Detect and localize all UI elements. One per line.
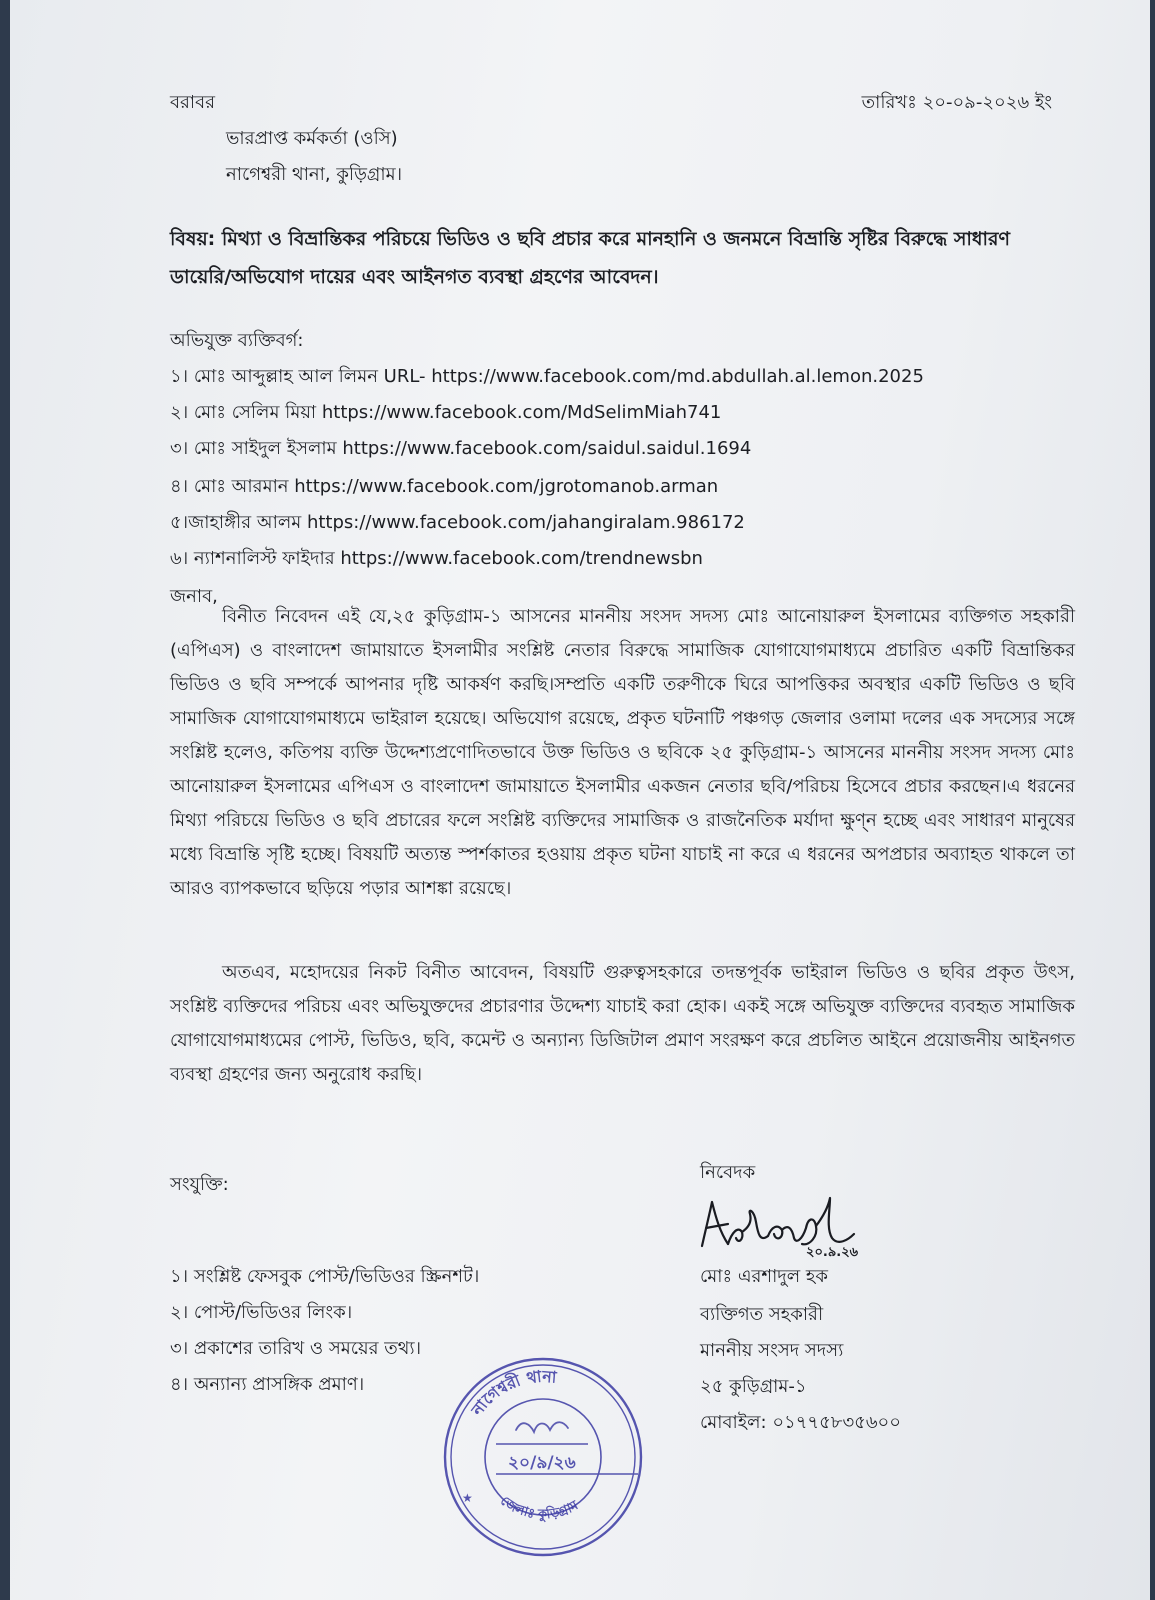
accused-item: ২। মোঃ সেলিম মিয়া https://www.facebook.com/MdSelimMiah741: [170, 402, 722, 423]
attachments-title: সংযুক্তি:: [170, 1174, 229, 1195]
attachment-item: ৩। প্রকাশের তারিখ ও সময়ের তথ্য।: [170, 1338, 422, 1359]
accused-title: অভিযুক্ত ব্যক্তিবর্গ:: [170, 330, 304, 351]
body-paragraph-1: বিনীত নিবেদন এই যে,২৫ কুড়িগ্রাম-১ আসনের মাননীয় সংসদ সদস্য মোঃ আনোয়ারুল ইসলামের ব্যক্তিগত সহকারী (এপিএস) ও বাংলাদেশ জামায়াতে ইসলামীর সংশ্লিষ্ট নেতার বিরুদ্ধে সামাজিক যোগাযোগমাধ্যমে প্রচারিত একটি বিভ্রান্তিকর ভিডিও ও ছবি সম্পর্কে আপনার দৃষ্টি আকর্ষণ করছি।সম্প্রতি একটি তরুণীকে ঘিরে আপত্তিকর অবস্থার একটি ভিডিও ও ছবি সামাজিক যোগাযোগমাধ্যমে ভাইরাল হয়েছে। অভিযোগ রয়েছে, প্রকৃত ঘটনাটি পঞ্চগড় জেলার ওলামা দলের এক সদস্যের সঙ্গে সংশ্লিষ্ট হলেও, কতিপয় ব্যক্তি উদ্দেশ্যপ্রণোদিতভাবে উক্ত ভিডিও ও ছবিকে ২৫ কুড়িগ্রাম-১ আসনের মাননীয় সংসদ সদস্য মোঃ আনোয়ারুল ইসলামের এপিএস ও বাংলাদেশ জামায়াতে ইসলামীর একজন নেতার ছবি/পরিচয় হিসেবে প্রচার করছেন।এ ধরনের মিথ্যা পরিচয়ে ভিডিও ও ছবি প্রচারের ফলে সংশ্লিষ্ট ব্যক্তিদের সামাজিক ও রাজনৈতিক মর্যাদা ক্ষুণ্ন হচ্ছে এবং সাধারণ মানুষের মধ্যে বিভ্রান্তি সৃষ্টি হচ্ছে। বিষয়টি অত্যন্ত স্পর্শকাতর হওয়ায় প্রকৃত ঘটনা যাচাই না করে এ ধরনের অপপ্রচার অব্যাহত থাকলে তা আরও ব্যাপকভাবে ছড়িয়ে পড়ার আশঙ্কা রয়েছে।: [170, 606, 1075, 899]
accused-item: ১। মোঃ আব্দুল্লাহ আল লিমন URL- https://www.facebook.com/md.abdullah.al.lemon.2025: [170, 366, 924, 387]
police-station-seal: [438, 1352, 648, 1562]
accused-item: ৬। ন্যাশনালিস্ট ফাইদার https://www.facebook.com/trendnewsbn: [170, 548, 703, 569]
accused-item: ৩। মোঃ সাইদুল ইসলাম https://www.facebook.com/saidul.saidul.1694: [170, 438, 752, 459]
attachment-item: ১। সংশ্লিষ্ট ফেসবুক পোস্ট/ভিডিওর স্ক্রিনশট।: [170, 1266, 480, 1287]
attachment-item: ৪। অন্যান্য প্রাসঙ্গিক প্রমাণ।: [170, 1374, 365, 1395]
sender-for: মাননীয় সংসদ সদস্য: [700, 1340, 844, 1361]
attachment-item: ২। পোস্ট/ভিডিওর লিংক।: [170, 1302, 353, 1323]
letter-date: তারিখঃ ২০-০৯-২০২৬ ইং: [861, 92, 1052, 113]
salutation: জনাব,: [170, 586, 218, 607]
seal-bottom-text: জেলাঃ কুড়িগ্রাম: [497, 1493, 581, 1523]
letter-subject: বিষয়: মিথ্যা ও বিভ্রান্তিকর পরিচয়ে ভিডিও ও ছবি প্রচার করে মানহানি ও জনমনে বিভ্রান্তি সৃষ্টির বিরুদ্ধে সাধারণ ডায়েরি/অভিযোগ দায়ের এবং আইনগত ব্যবস্থা গ্রহণের আবেদন।: [170, 228, 1010, 288]
to-label: বরাবর: [170, 92, 216, 113]
recipient-office: ভারপ্রাপ্ত কর্মকর্তা (ওসি): [226, 128, 398, 149]
sender-label: নিবেদক: [700, 1162, 756, 1183]
seal-top-text: নাগেশ্বরী থানা: [467, 1366, 558, 1420]
signature: [698, 1188, 888, 1260]
sender-seat: ২৫ কুড়িগ্রাম-১: [700, 1376, 807, 1397]
seal-received-date: ২০/৯/২৬: [508, 1453, 576, 1473]
accused-item: ৫।জাহাঙ্গীর আলম https://www.facebook.com/jahangiralam.986172: [170, 512, 745, 533]
accused-item: ৪। মোঃ আরমান https://www.facebook.com/jgrotomanob.arman: [170, 476, 719, 497]
sender-mobile: মোবাইল: ০১৭৭৫৮৩৫৬০০: [700, 1412, 901, 1433]
sender-role: ব্যক্তিগত সহকারী: [700, 1304, 824, 1325]
sender-name: মোঃ এরশাদুল হক: [700, 1266, 828, 1287]
recipient-station: নাগেশ্বরী থানা, কুড়িগ্রাম।: [226, 164, 403, 185]
signature-date: ২০.৯.২৬: [806, 1245, 859, 1260]
letter-page: [10, 0, 1150, 1600]
seal-star: ★: [462, 1491, 473, 1505]
body-paragraph-2: অতএব, মহোদয়ের নিকট বিনীত আবেদন, বিষয়টি গুরুত্বসহকারে তদন্তপূর্বক ভাইরাল ভিডিও ও ছবির প্রকৃত উৎস, সংশ্লিষ্ট ব্যক্তিদের পরিচয় এবং অভিযুক্তদের প্রচারণার উদ্দেশ্য যাচাই করা হোক। একই সঙ্গে অভিযুক্ত ব্যক্তিদের ব্যবহৃত সামাজিক যোগাযোগমাধ্যমের পোস্ট, ভিডিও, ছবি, কমেন্ট ও অন্যান্য ডিজিটাল প্রমাণ সংরক্ষণ করে প্রচলিত আইনে প্রয়োজনীয় আইনগত ব্যবস্থা গ্রহণের জন্য অনুরোধ করছি।: [170, 962, 1075, 1085]
